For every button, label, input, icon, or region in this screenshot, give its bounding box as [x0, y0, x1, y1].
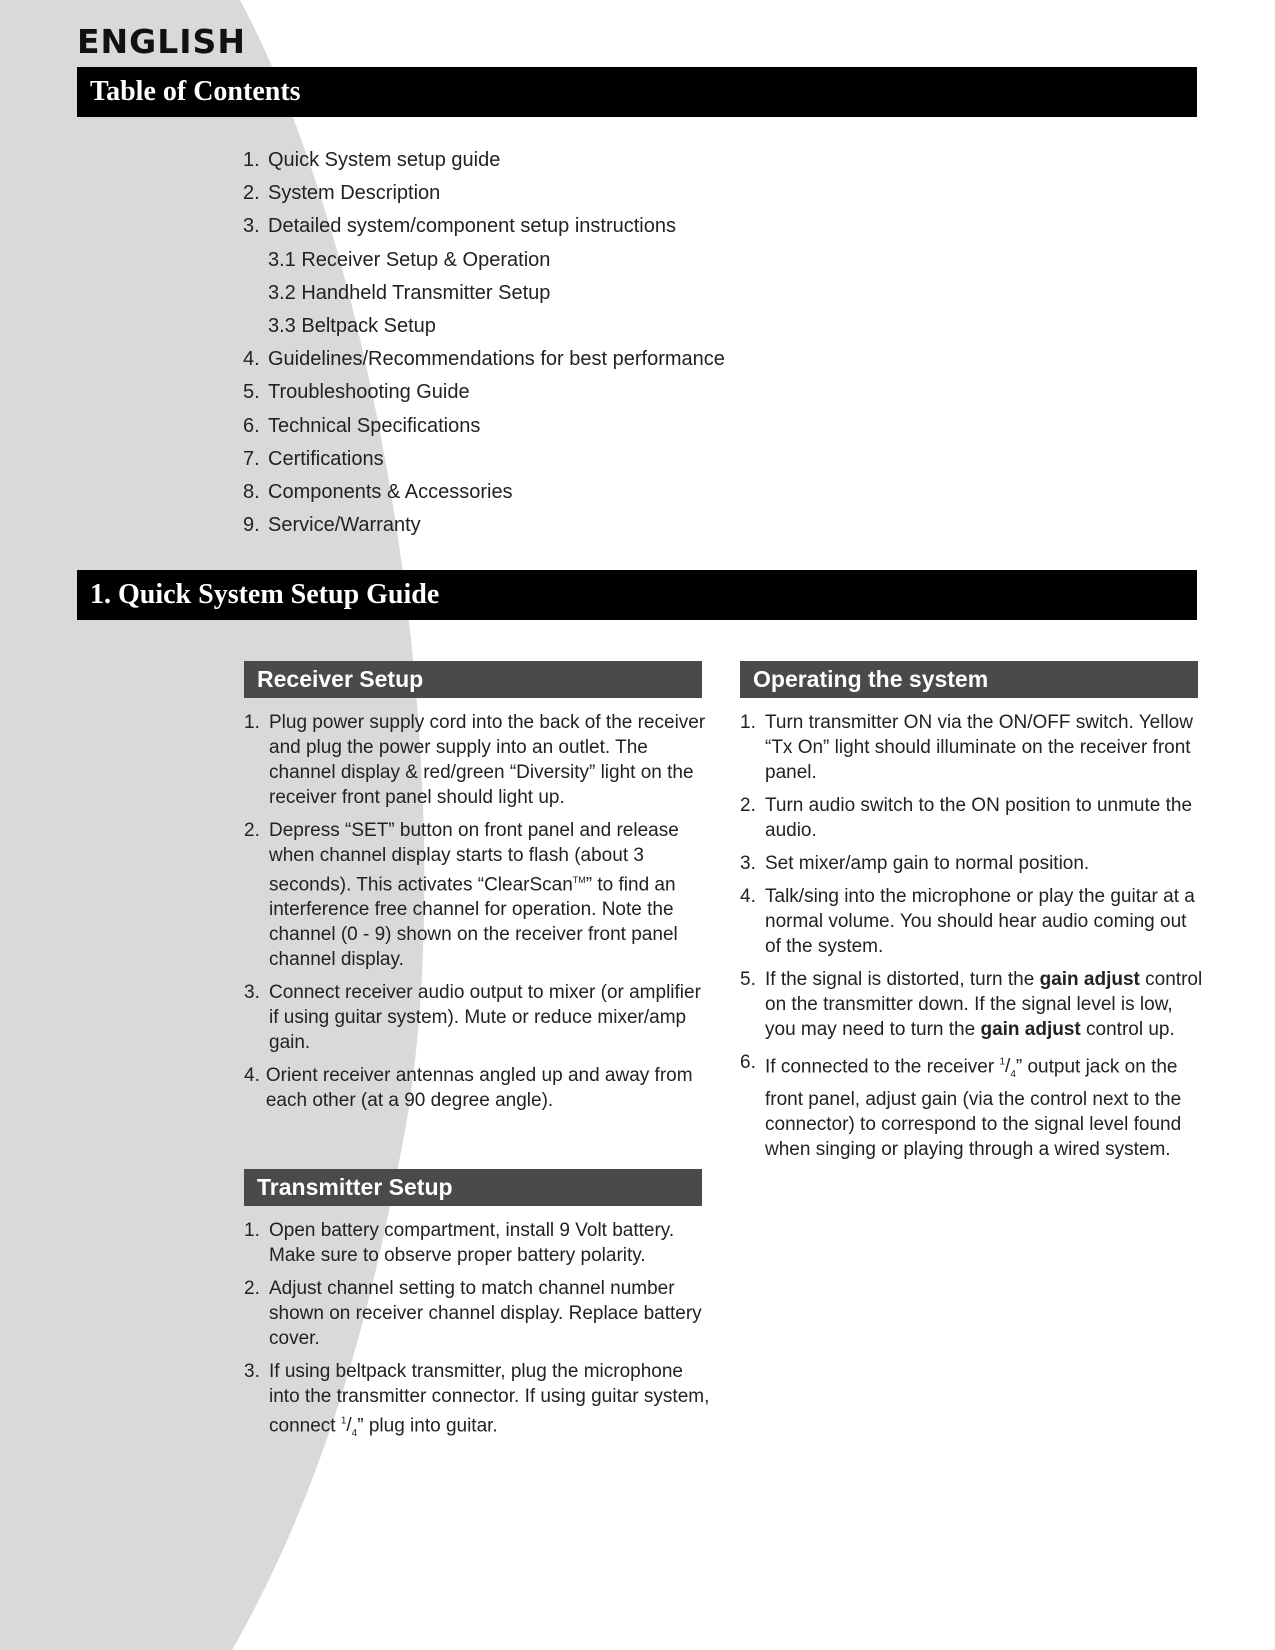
operating-system-heading: Operating the system [740, 661, 1198, 698]
step-item: 1. Turn transmitter ON via the ON/OFF switch. Yellow “Tx On” light should illuminate on the receiver front panel. [740, 712, 1193, 783]
toc-list [243, 144, 725, 542]
quick-guide-title-bar [77, 570, 1197, 620]
toc-subitem[interactable]: 3.2 Handheld Transmitter Setup [268, 281, 551, 304]
toc-item[interactable]: 8. Components & Accessories [243, 481, 513, 504]
toc-subitem[interactable]: 3.1 Receiver Setup & Operation [268, 248, 551, 271]
quarter-inch-fraction: $^1/_4$ [999, 1056, 1016, 1081]
step-item: 6. If connected to the receiver $^1/_4$” output jack on the front panel, adjust gain (via the control next to the connector) to correspond to the signal level found when singing or playing through a wired system. [740, 1052, 1182, 1161]
step-item: 3. Set mixer/amp gain to normal position. [740, 853, 1090, 874]
step-item: 1. Open battery compartment, install 9 Volt battery. Make sure to observe proper battery polarity. [244, 1220, 675, 1266]
toc-item[interactable]: 5. Troubleshooting Guide [243, 381, 470, 404]
step-item: 4. Orient receiver antennas angled up and away from each other (at a 90 degree angle). [244, 1065, 693, 1112]
receiver-setup-steps [244, 710, 710, 1121]
quarter-inch-fraction: $^1/_4$ [340, 1415, 358, 1440]
step-item: 4. Talk/sing into the microphone or play the guitar at a normal volume. You should hear audio coming out of the system. [740, 886, 1195, 957]
toc-title: Table of Contents [90, 76, 301, 107]
step-item: 3. Connect receiver audio output to mixer (or amplifier if using guitar system). Mute or reduce mixer/amp gain. [244, 982, 701, 1054]
toc-item[interactable]: 2. System Description [243, 182, 441, 205]
step-item: 2. Adjust channel setting to match channel number shown on receiver channel display. Replace battery cover. [244, 1278, 702, 1349]
toc-item[interactable]: 7. Certifications [243, 447, 384, 470]
step-item: 5. If the signal is distorted, turn the gain adjust control on the transmitter down. If the signal level is low, you may need to turn the gain adjust control up. [740, 969, 1203, 1040]
quick-guide-title: 1. Quick System Setup Guide [90, 579, 440, 610]
operating-system-steps [740, 710, 1206, 1170]
step-item: 2. Turn audio switch to the ON position to unmute the audio. [740, 795, 1193, 841]
toc-item[interactable]: 3. Detailed system/component setup instructions [243, 215, 676, 238]
transmitter-setup-heading: Transmitter Setup [244, 1169, 702, 1206]
toc-title-bar [77, 67, 1197, 117]
step-item: 2. Depress “SET” button on front panel and release when channel display starts to flash (about 3 seconds). This activates “ClearScan™” to find an interference free channel for operation. Note the channel (0 - 9) shown on the receiver front panel channel display. [244, 820, 679, 971]
gain-adjust-term: gain adjust [980, 1019, 1081, 1040]
trademark-mark: TM [572, 875, 586, 885]
toc-item[interactable]: 6. Technical Specifications [243, 414, 481, 437]
step-item: 3. If using beltpack transmitter, plug the microphone into the transmitter connector. If using guitar system, connect $^1/_4$” plug into guitar. [244, 1361, 710, 1440]
gain-adjust-term: gain adjust [1039, 969, 1140, 990]
language-label: ENGLISH [77, 22, 246, 61]
toc-item[interactable]: 4. Guidelines/Recommendations for best performance [243, 348, 725, 371]
receiver-setup-heading: Receiver Setup [244, 661, 702, 698]
transmitter-setup-steps [244, 1218, 710, 1454]
step-item: 1. Plug power supply cord into the back of the receiver and plug the power supply into an outlet. The channel display & red/green “Diversity” light on the receiver front panel should light up. [244, 712, 706, 808]
toc-subitem[interactable]: 3.3 Beltpack Setup [268, 315, 436, 338]
toc-item[interactable]: 9. Service/Warranty [243, 514, 421, 537]
toc-item[interactable]: 1. Quick System setup guide [243, 149, 501, 171]
